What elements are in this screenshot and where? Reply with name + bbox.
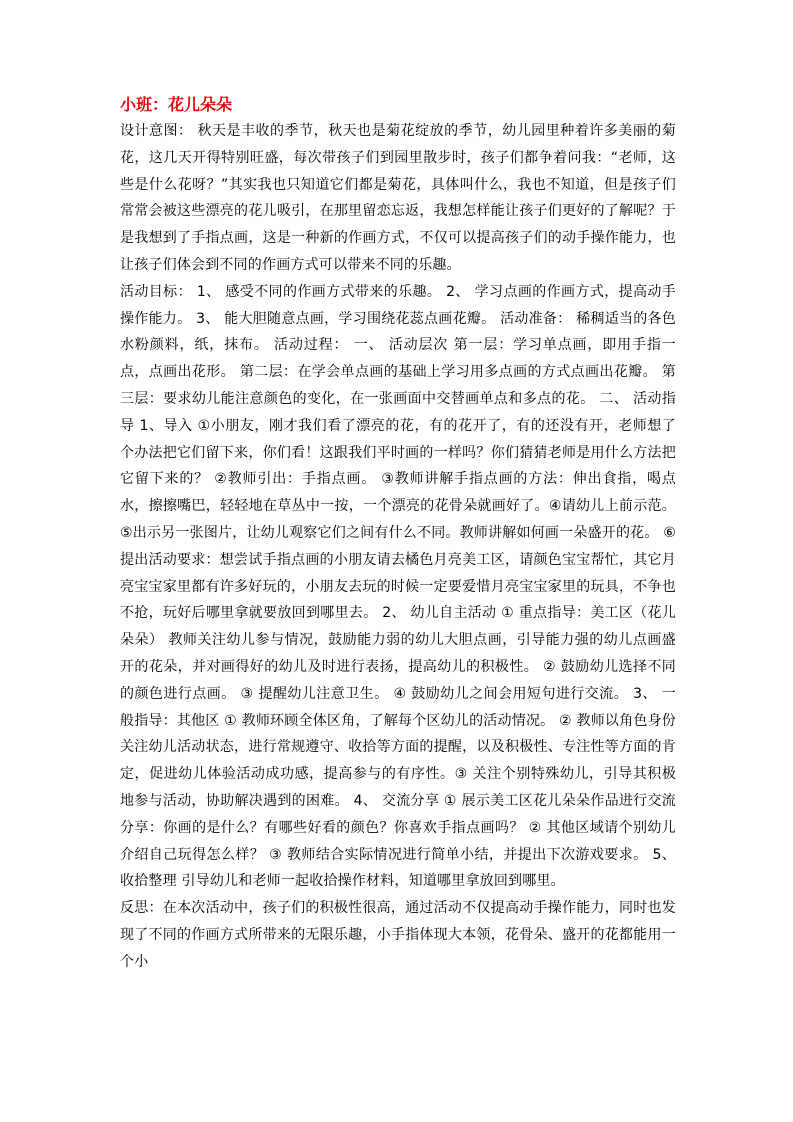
paragraph-reflection: 反思：在本次活动中，孩子们的积极性很高，通过活动不仅提高动手操作能力，同时也发现了不同的作画方式所带来的无限乐趣，小手指体现大本领，花骨朵、盛开的花都能用一个小 [120,900,676,970]
paragraph-design-intent: 设计意图： 秋天是丰收的季节，秋天也是菊花绽放的季节，幼儿园里种着许多美丽的菊花，这几天开得特别旺盛，每次带孩子们到园里散步时，孩子们都争着问我：“老师，这些是什么花呀？”其实我也只知道它们都是菊花，具体叫什么，我也不知道，但是孩子们常常会被这些漂亮的花儿吸引，在那里留恋忘返，我想怎样能让孩子们更好的了解呢？于是我想到了手指点画，这是一种新的作画方式，不仅可以提高孩子们的动手操作能力，也让孩子们体会到不同的作画方式可以带来不同的乐趣。 [120,123,676,273]
document-body [120,92,676,976]
document-title: 小班：花儿朵朵 [120,95,233,114]
paragraph-activity: 活动目标： 1、 感受不同的作画方式带来的乐趣。 2、 学习点画的作画方式，提高动手操作能力。 3、 能大胆随意点画，学习围绕花蕊点画花瓣。 活动准备： 稀稠适当的各色水粉颜料，纸，抹布。 活动过程： 一、 活动层次 第一层：学习单点画，即用手指一点，点画出花形。 第二层：在学会单点画的基础上学习用多点画的方式点画出花瓣。 第三层：要求幼儿能注意颜色的变化，在一张画面中交替画单点和多点的花。 二、 活动指导 1、导入 ①小朋友，刚才我们看了漂亮的花，有的花开了，有的还没有开，老师想了个办法把它们留下来，你们看！这跟我们平时画的一样吗？你们猜猜老师是用什么方法把它留下来的？ ②教师引出：手指点画。 ③教师讲解手指点画的方法：伸出食指，喝点水，擦擦嘴巴，轻轻地在草丛中一按，一个漂亮的花骨朵就画好了。④请幼儿上前示范。⑤出示另一张图片，让幼儿观察它们之间有什么不同。教师讲解如何画一朵盛开的花。 ⑥提出活动要求：想尝试手指点画的小朋友请去橘色月亮美工区，请颜色宝宝帮忙，其它月亮宝宝家里都有许多好玩的，小朋友去玩的时候一定要爱惜月亮宝宝家里的玩具，不争也不抢，玩好后哪里拿就要放回到哪里去。 2、 幼儿自主活动 ① 重点指导：美工区（花儿朵朵） 教师关注幼儿参与情况，鼓励能力弱的幼儿大胆点画，引导能力强的幼儿点画盛开的花朵，并对画得好的幼儿及时进行表扬，提高幼儿的积极性。 ② 鼓励幼儿选择不同的颜色进行点画。 ③ 提醒幼儿注意卫生。 ④ 鼓励幼儿之间会用短句进行交流。 3、 一般指导：其他区 ① 教师环顾全体区角，了解每个区幼儿的活动情况。 ② 教师以角色身份关注幼儿活动状态，进行常规遵守、收拾等方面的提醒，以及积极性、专注性等方面的肯定，促进幼儿体验活动成功感，提高参与的有序性。③ 关注个别特殊幼儿，引导其积极地参与活动，协助解决遇到的困难。 4、 交流分享 ① 展示美工区花儿朵朵作品进行交流分享：你画的是什么？有哪些好看的颜色？你喜欢手指点画吗？ ② 其他区域请个别幼儿介绍自己玩得怎么样？ ③ 教师结合实际情况进行简单小结，并提出下次游戏要求。 5、 收拾整理 引导幼儿和老师一起收拾操作材料，知道哪里拿放回到哪里。 [120,283,676,890]
